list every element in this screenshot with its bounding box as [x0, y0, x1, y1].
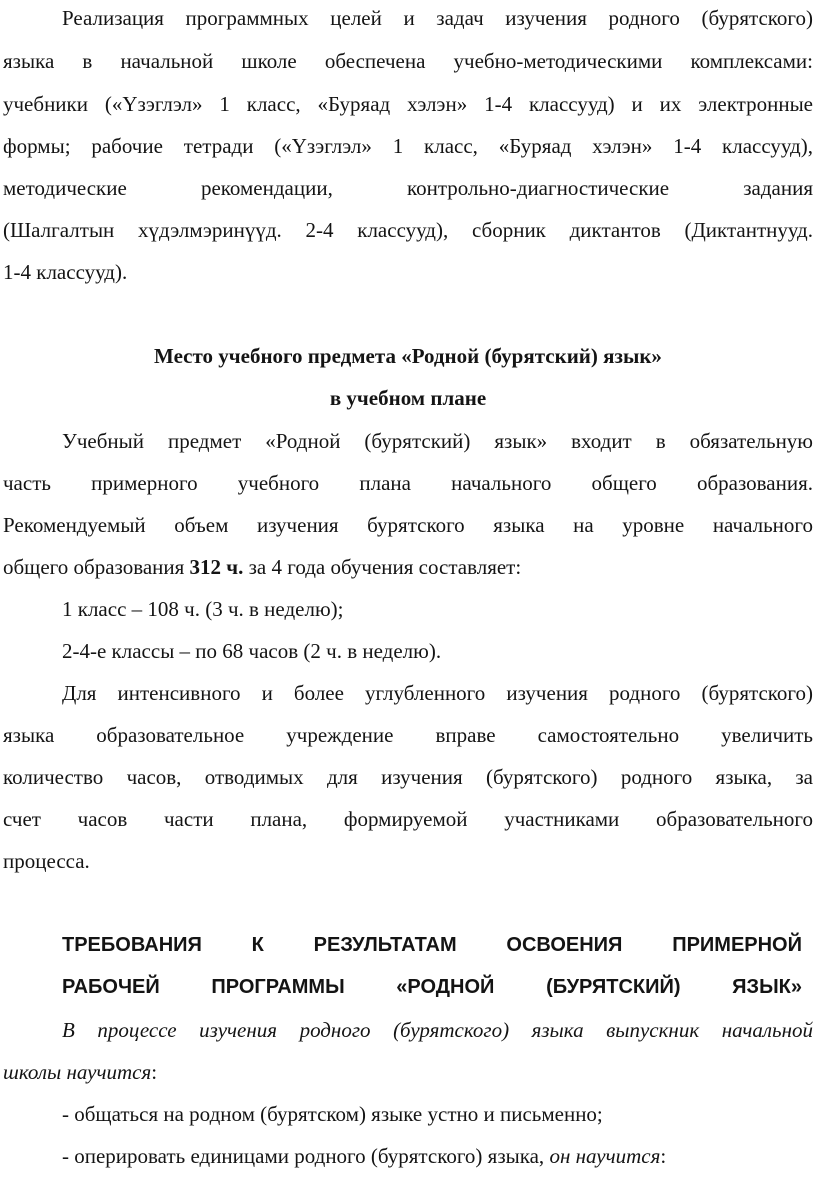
list-item: - общаться на родном (бурятском) языке устно и письменно;: [62, 1102, 603, 1126]
section-heading: РАБОЧЕЙ ПРОГРАММЫ «РОДНОЙ (БУРЯТСКИЙ) ЯЗЫК»: [62, 976, 802, 998]
paragraph-line: [3, 553, 813, 581]
plain-text: :: [151, 1060, 158, 1084]
list-item: [62, 1142, 813, 1170]
plain-text: :: [660, 1144, 667, 1168]
paragraph-line: часть примерного учебного плана начального общего образования.: [3, 471, 813, 495]
paragraph-line: 1-4 классууд).: [3, 260, 128, 284]
list-item: 2-4-е классы – по 68 часов (2 ч. в неделю).: [62, 639, 442, 663]
paragraph-line: методические рекомендации, контрольно-диагностические задания: [3, 176, 813, 200]
paragraph-line: (Шалгалтын хүдэлмэринүүд. 2-4 классууд), сборник диктантов (Диктантнууд.: [3, 218, 813, 242]
plain-text: за 4 года обучения составляет:: [243, 555, 522, 579]
paragraph-line: учебники («Үзэглэл» 1 класс, «Буряад хэлэн» 1-4 классууд) и их электронные: [3, 92, 813, 116]
paragraph-line: В процессе изучения родного (бурятского) языка выпускник начальной: [62, 1018, 813, 1042]
paragraph-line: счет часов части плана, формируемой участниками образовательного: [3, 807, 813, 831]
section-heading: в учебном плане: [329, 386, 487, 410]
paragraph-line: Реализация программных целей и задач изучения родного (бурятского): [62, 6, 813, 30]
paragraph-line: Рекомендуемый объем изучения бурятского языка на уровне начального: [3, 513, 813, 537]
italic-text: школы научится: [3, 1060, 152, 1084]
section-heading: Место учебного предмета «Родной (бурятский) язык»: [154, 344, 662, 368]
paragraph-line: количество часов, отводимых для изучения (бурятского) родного языка, за: [3, 765, 813, 789]
list-item: 1 класс – 108 ч. (3 ч. в неделю);: [62, 597, 344, 621]
paragraph-line: [3, 1058, 813, 1086]
paragraph-line: Для интенсивного и более углубленного изучения родного (бурятского): [62, 681, 813, 705]
hours-total: 312 ч.: [189, 555, 244, 579]
italic-text: он научится: [549, 1144, 661, 1168]
paragraph-line: языка в начальной школе обеспечена учебно-методическими комплексами:: [3, 49, 813, 73]
plain-text: общего образования: [3, 555, 190, 579]
paragraph-line: языка образовательное учреждение вправе самостоятельно увеличить: [3, 723, 813, 747]
paragraph-line: формы; рабочие тетради («Үзэглэл» 1 класс, «Буряад хэлэн» 1-4 классууд),: [3, 134, 813, 158]
plain-text: - оперировать единицами родного (бурятского) языка,: [62, 1144, 550, 1168]
paragraph-line: Учебный предмет «Родной (бурятский) язык» входит в обязательную: [62, 429, 813, 453]
section-heading: ТРЕБОВАНИЯ К РЕЗУЛЬТАТАМ ОСВОЕНИЯ ПРИМЕРНОЙ: [62, 934, 802, 956]
paragraph-line: процесса.: [3, 849, 90, 873]
